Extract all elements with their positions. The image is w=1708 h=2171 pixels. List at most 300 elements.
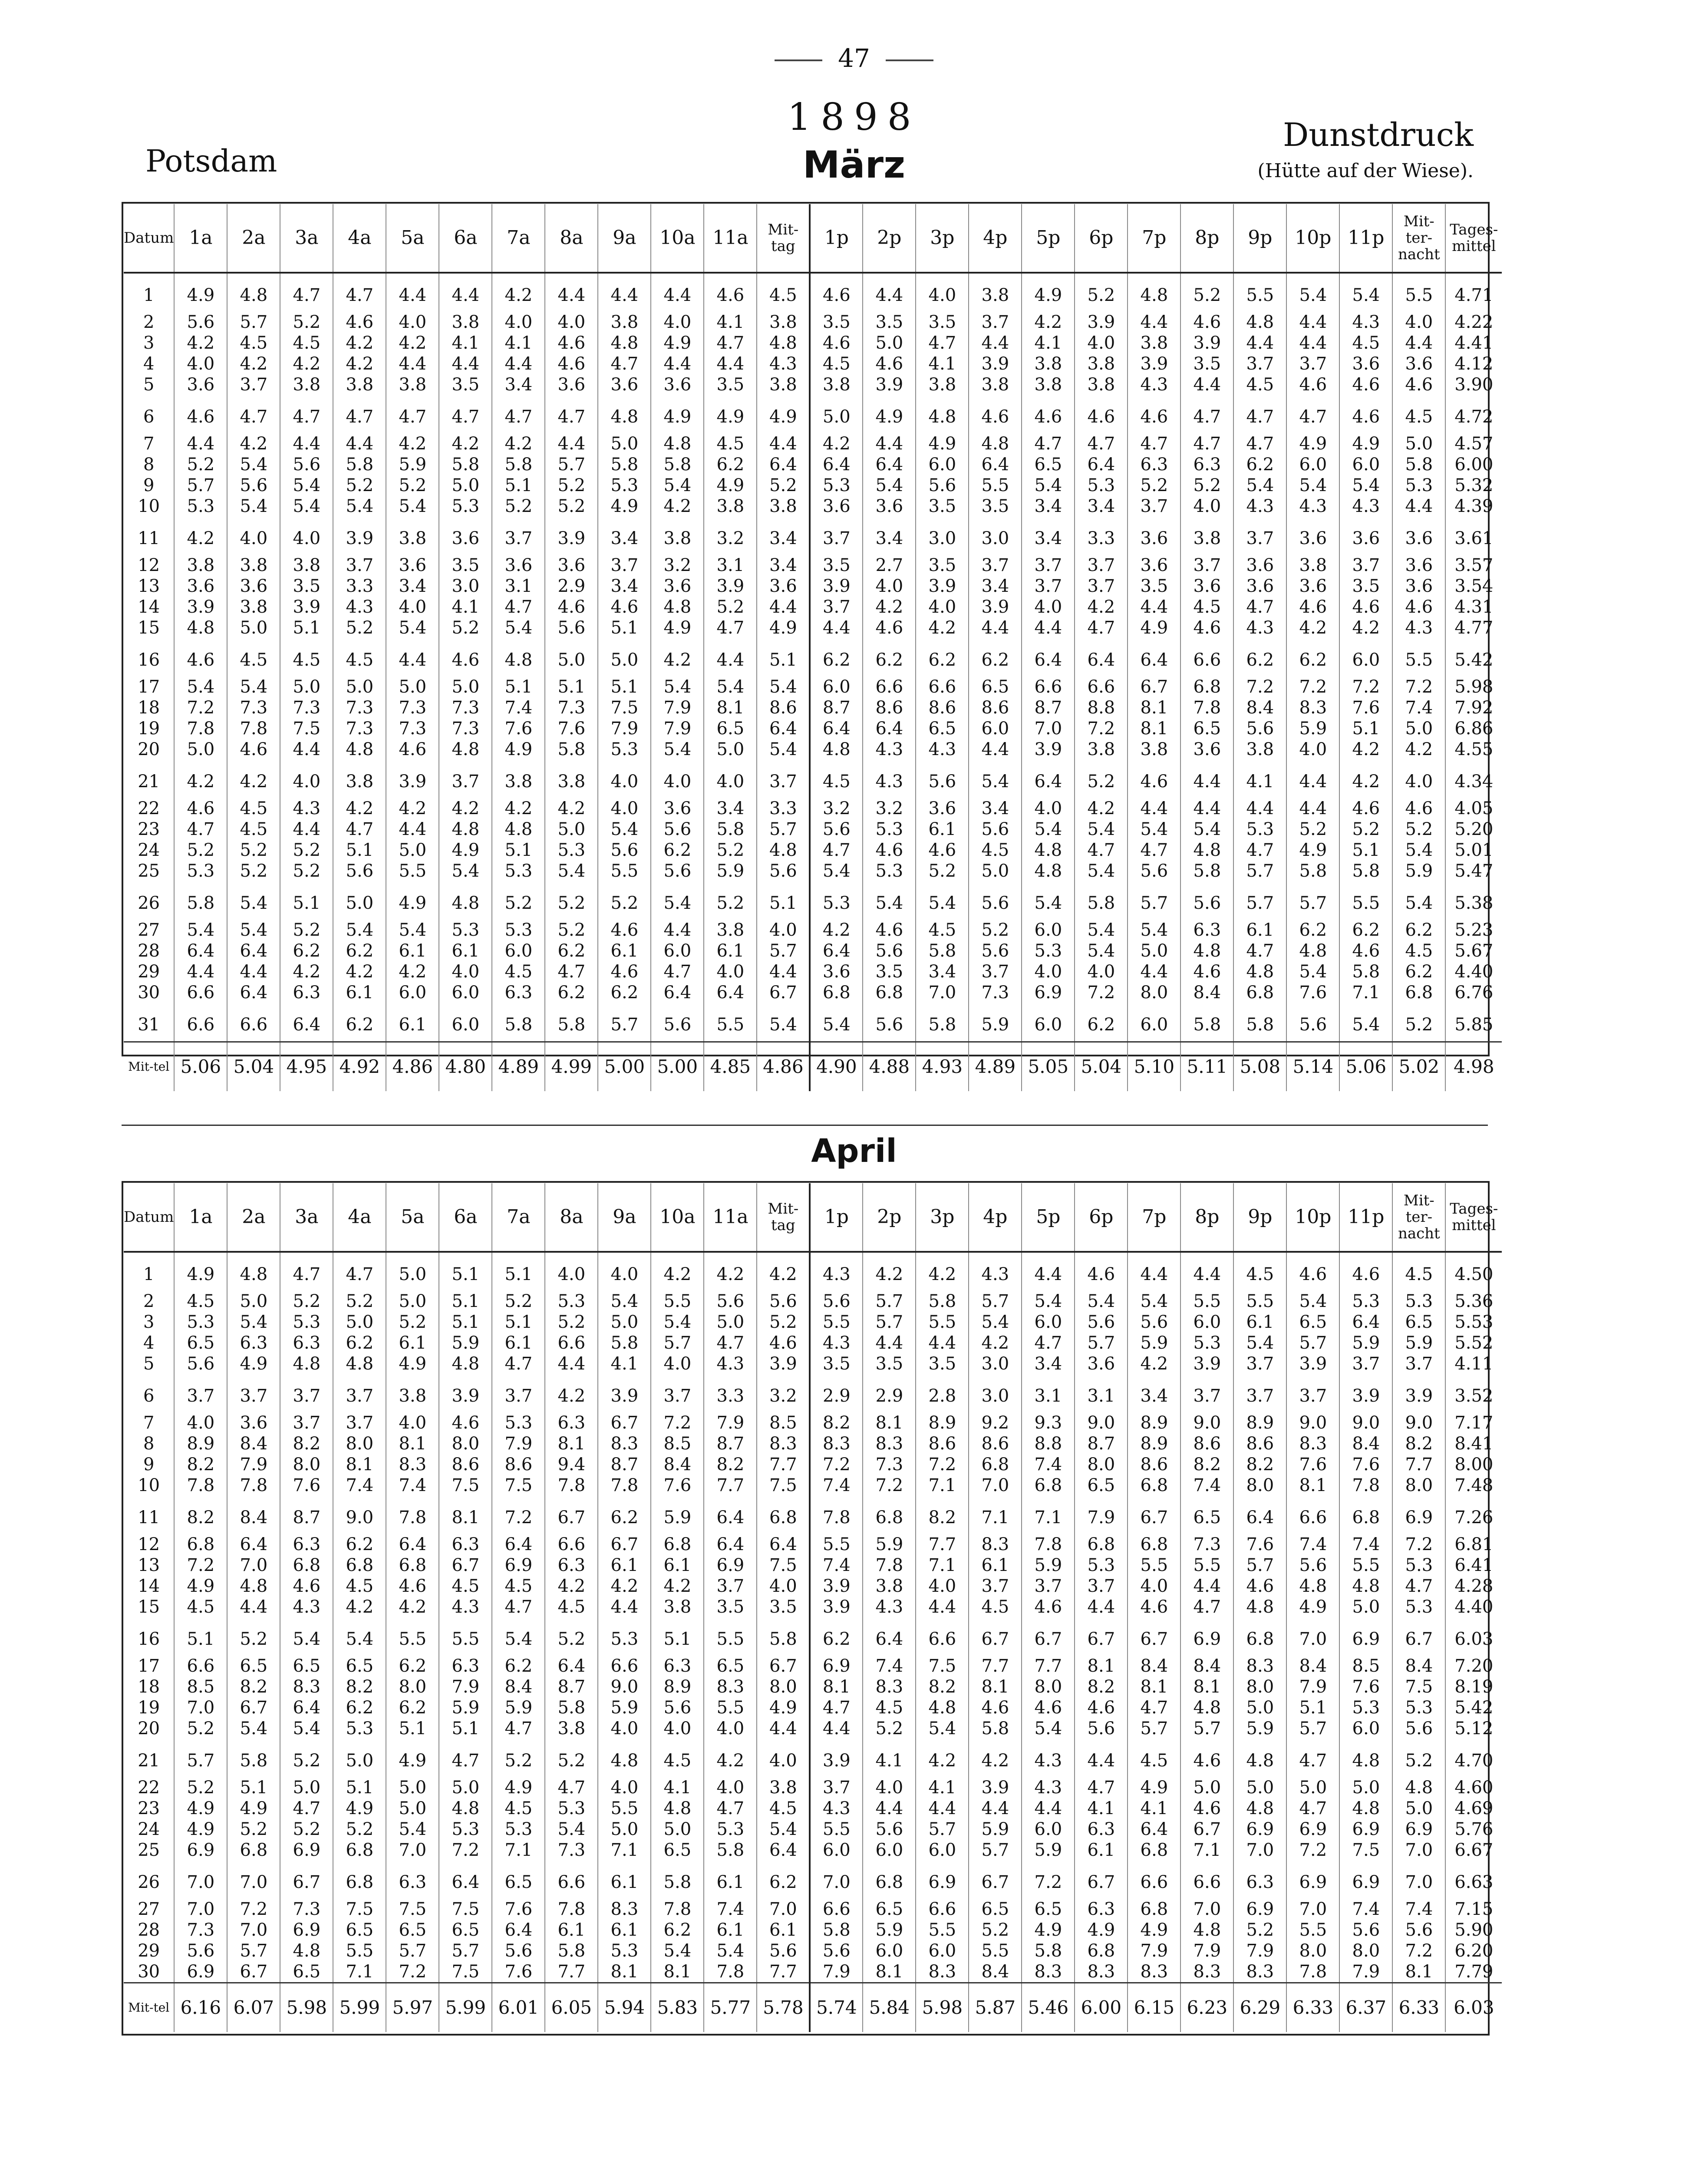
table-cell: 5.9 <box>1339 1333 1392 1353</box>
row-date: 17 <box>138 677 160 697</box>
table-cell: 5.1 <box>280 617 333 638</box>
table-cell: 7.5 <box>757 1475 810 1496</box>
header-cell: 2a <box>227 204 280 273</box>
table-cell: 7.1 <box>916 1475 969 1496</box>
table-cell: 6.1 <box>598 1920 651 1940</box>
table-cell: 3.9 <box>333 517 386 555</box>
table-cell: 4.4 <box>810 1718 863 1739</box>
table-cell: 4.1 <box>492 333 545 353</box>
table-cell: 4.2 <box>863 1252 916 1291</box>
table-cell: 7.9 <box>1339 1961 1392 1983</box>
table-cell: 5.4 <box>386 617 439 638</box>
table-cell: 8.9 <box>916 1412 969 1433</box>
table-cell: 7.7 <box>704 1475 757 1496</box>
table-cell: 4.4 <box>280 739 333 760</box>
table-cell: 5.3 <box>174 861 227 881</box>
table-cell: 3.8 <box>280 555 333 576</box>
table-cell: 5.8 <box>545 739 598 760</box>
table-cell: 5.6 <box>863 1819 916 1840</box>
table-cell: 5.2 <box>704 840 757 861</box>
table-cell: 5.8 <box>651 1861 704 1899</box>
table-cell: 3.61 <box>1445 517 1502 555</box>
table-cell: 8.2 <box>333 1676 386 1697</box>
row-date: 10 <box>138 1475 160 1495</box>
table-cell: 6.4 <box>757 718 810 739</box>
table-cell: 8.19 <box>1445 1676 1502 1697</box>
table-cell: 3.4 <box>969 798 1022 819</box>
table-cell: 4.8 <box>651 1798 704 1819</box>
table-cell: 5.4 <box>1339 475 1392 496</box>
table-cell: 6.6 <box>1180 1861 1233 1899</box>
table-cell: 4.7 <box>1233 395 1286 433</box>
row-date: 28 <box>138 941 160 961</box>
table-cell: 4.7 <box>1180 433 1233 454</box>
table-cell: 3.8 <box>1075 353 1128 374</box>
table-cell: 5.2 <box>969 1920 1022 1940</box>
table-cell: 8.4 <box>1180 982 1233 1003</box>
table-row <box>124 920 1502 940</box>
table-cell: 7.3 <box>174 1920 227 1940</box>
table-cell: 6.2 <box>704 454 757 475</box>
table-cell: 4.4 <box>704 353 757 374</box>
table-cell: 4.1 <box>704 312 757 333</box>
table-cell: 5.4 <box>810 861 863 881</box>
row-date: 22 <box>138 798 160 818</box>
table-cell: 3.7 <box>1075 555 1128 576</box>
row-date: 1 <box>143 285 155 305</box>
table-cell: 5.0 <box>386 1777 439 1798</box>
table-cell: 3.0 <box>969 1353 1022 1374</box>
table-cell: 6.4 <box>280 1697 333 1718</box>
table-cell: 4.9 <box>1286 433 1339 454</box>
table-cell: 4.2 <box>1075 597 1128 617</box>
table-cell: 5.4 <box>810 1003 863 1042</box>
table-cell: 3.8 <box>757 374 810 395</box>
table-cell: 7.4 <box>863 1656 916 1676</box>
table-cell: 4.4 <box>1022 617 1075 638</box>
table-cell: 3.9 <box>1180 1353 1233 1374</box>
mean-cell: 5.11 <box>1180 1042 1233 1092</box>
table-cell: 8.9 <box>1128 1412 1180 1433</box>
table-cell: 6.5 <box>969 1899 1022 1920</box>
table-cell: 4.3 <box>863 739 916 760</box>
table-cell: 4.2 <box>1339 739 1392 760</box>
table-cell: 4.7 <box>492 395 545 433</box>
table-cell: 3.7 <box>1286 353 1339 374</box>
table-cell: 4.4 <box>1392 333 1445 353</box>
table-cell: 5.8 <box>333 454 386 475</box>
table-cell: 4.5 <box>280 333 333 353</box>
table-cell: 8.4 <box>1128 1656 1180 1676</box>
table-cell: 4.2 <box>174 517 227 555</box>
table-cell: 3.5 <box>916 1353 969 1374</box>
table-row <box>124 1798 1502 1819</box>
table-cell: 4.4 <box>1286 760 1339 798</box>
table-cell: 8.6 <box>863 697 916 718</box>
table-cell: 5.1 <box>545 676 598 697</box>
table-cell: 8.1 <box>1392 1961 1445 1983</box>
table-cell: 4.0 <box>651 1718 704 1739</box>
row-date: 3 <box>143 1312 155 1332</box>
mean-cell: 4.98 <box>1445 1042 1502 1092</box>
row-date: 30 <box>138 983 160 1003</box>
table-cell: 5.2 <box>545 1739 598 1777</box>
header-cell: Mit-ter-nacht <box>1392 204 1445 273</box>
table-cell: 7.2 <box>1339 676 1392 697</box>
table-cell: 4.4 <box>174 433 227 454</box>
row-date: 27 <box>138 1899 160 1919</box>
table-cell: 7.5 <box>916 1656 969 1676</box>
table-cell: 6.2 <box>545 940 598 961</box>
table-cell: 8.6 <box>969 1433 1022 1454</box>
table-row <box>124 1433 1502 1454</box>
table-cell: 3.54 <box>1445 576 1502 597</box>
table-cell: 2.9 <box>863 1374 916 1412</box>
table-cell: 6.7 <box>1075 1617 1128 1656</box>
table-cell: 3.5 <box>863 312 916 333</box>
table-cell: 8.6 <box>492 1454 545 1475</box>
table-cell: 5.4 <box>651 1940 704 1961</box>
table-cell: 7.8 <box>651 1899 704 1920</box>
table-cell: 4.4 <box>651 920 704 940</box>
table-cell: 8.1 <box>969 1676 1022 1697</box>
table-cell: 5.98 <box>1445 676 1502 697</box>
table-cell: 4.4 <box>1180 1252 1233 1291</box>
table-cell: 6.1 <box>704 940 757 961</box>
table-cell: 5.6 <box>651 861 704 881</box>
table-cell: 5.0 <box>598 638 651 676</box>
table-cell: 7.5 <box>492 1475 545 1496</box>
row-date: 5 <box>143 1354 155 1374</box>
table-cell: 8.1 <box>1128 1676 1180 1697</box>
table-cell: 6.5 <box>704 1656 757 1676</box>
mean-cell: 4.86 <box>386 1042 439 1092</box>
table-cell: 5.5 <box>1392 638 1445 676</box>
table-cell: 5.6 <box>1286 1003 1339 1042</box>
table-cell: 3.4 <box>492 374 545 395</box>
table-cell: 3.6 <box>174 374 227 395</box>
table-cell: 5.3 <box>1233 819 1286 840</box>
table-cell: 6.4 <box>1128 1819 1180 1840</box>
header-cell: Tages-mittel <box>1445 1183 1502 1252</box>
table-cell: 6.2 <box>1392 920 1445 940</box>
table-cell: 6.5 <box>280 1656 333 1676</box>
table-cell: 4.6 <box>1286 597 1339 617</box>
table-cell: 3.8 <box>704 920 757 940</box>
table-cell: 3.4 <box>757 555 810 576</box>
table-cell: 6.4 <box>1339 1312 1392 1333</box>
table-row <box>124 1496 1502 1534</box>
table-cell: 5.5 <box>1392 273 1445 312</box>
mean-label: Mit-tel <box>124 1983 174 2032</box>
table-cell: 5.0 <box>1233 1777 1286 1798</box>
table-cell: 5.4 <box>386 1819 439 1840</box>
table-cell: 8.1 <box>1180 1676 1233 1697</box>
table-cell: 8.00 <box>1445 1454 1502 1475</box>
table-cell: 4.6 <box>1339 940 1392 961</box>
table-cell: 4.4 <box>757 597 810 617</box>
table-cell: 7.6 <box>1233 1534 1286 1555</box>
table-cell: 5.2 <box>1339 819 1392 840</box>
table-cell: 5.4 <box>1022 881 1075 920</box>
table-cell: 6.2 <box>1286 638 1339 676</box>
table-cell: 3.1 <box>492 576 545 597</box>
table-cell: 5.4 <box>386 920 439 940</box>
row-date: 20 <box>138 1719 160 1739</box>
table-cell: 2.9 <box>810 1374 863 1412</box>
table-cell: 5.4 <box>1022 1291 1075 1312</box>
table-cell: 7.3 <box>545 697 598 718</box>
table-cell: 5.1 <box>439 1291 492 1312</box>
table-cell: 8.5 <box>757 1412 810 1433</box>
table-cell: 4.4 <box>757 961 810 982</box>
table-cell: 7.1 <box>492 1840 545 1861</box>
table-cell: 5.5 <box>1339 881 1392 920</box>
table-cell: 4.8 <box>810 739 863 760</box>
row-date: 11 <box>138 1508 160 1528</box>
table-cell: 5.5 <box>810 1534 863 1555</box>
header-cell: 4p <box>969 204 1022 273</box>
table-cell: 6.9 <box>280 1920 333 1940</box>
table-cell: 4.7 <box>492 1718 545 1739</box>
table-cell: 6.1 <box>704 1861 757 1899</box>
table-row <box>124 697 1502 718</box>
mean-cell: 4.89 <box>492 1042 545 1092</box>
table-cell: 5.6 <box>757 861 810 881</box>
table-cell: 4.4 <box>439 353 492 374</box>
table-cell: 4.8 <box>227 1252 280 1291</box>
table-cell: 6.7 <box>1392 1617 1445 1656</box>
table-row <box>124 333 1502 353</box>
table-cell: 4.7 <box>280 1798 333 1819</box>
table-cell: 3.3 <box>333 576 386 597</box>
table-cell: 7.6 <box>280 1475 333 1496</box>
table-cell: 6.20 <box>1445 1940 1502 1961</box>
table-cell: 5.4 <box>227 881 280 920</box>
table-cell: 6.0 <box>916 454 969 475</box>
table-cell: 5.4 <box>1339 273 1392 312</box>
row-date: 26 <box>138 1872 160 1892</box>
table-cell: 7.4 <box>1180 1475 1233 1496</box>
table-cell: 4.60 <box>1445 1777 1502 1798</box>
table-cell: 4.3 <box>810 1333 863 1353</box>
table-cell: 4.2 <box>863 597 916 617</box>
table-cell: 4.4 <box>386 273 439 312</box>
table-cell: 4.2 <box>174 760 227 798</box>
table-cell: 4.7 <box>810 1697 863 1718</box>
table-cell: 4.3 <box>439 1597 492 1617</box>
table-cell: 7.2 <box>1075 982 1128 1003</box>
table-cell: 6.8 <box>1233 982 1286 1003</box>
table-row <box>124 576 1502 597</box>
table-cell: 5.3 <box>174 496 227 517</box>
table-cell: 3.7 <box>969 555 1022 576</box>
table-cell: 5.0 <box>1392 718 1445 739</box>
table-cell: 3.4 <box>1022 517 1075 555</box>
mean-cell: 6.16 <box>174 1983 227 2032</box>
table-cell: 5.4 <box>280 1617 333 1656</box>
table-cell: 5.6 <box>1180 881 1233 920</box>
table-cell: 6.5 <box>1286 1312 1339 1333</box>
table-cell: 6.6 <box>174 982 227 1003</box>
table-cell: 6.6 <box>174 1003 227 1042</box>
table-cell: 5.20 <box>1445 819 1502 840</box>
table-cell: 3.7 <box>598 555 651 576</box>
table-cell: 3.9 <box>969 1777 1022 1798</box>
table-cell: 6.2 <box>333 1333 386 1353</box>
table-cell: 5.6 <box>810 1940 863 1961</box>
table-cell: 4.7 <box>704 333 757 353</box>
table-cell: 4.7 <box>333 395 386 433</box>
table-row <box>124 718 1502 739</box>
table-cell: 3.8 <box>333 374 386 395</box>
table-cell: 4.41 <box>1445 333 1502 353</box>
table-cell: 4.6 <box>1339 1252 1392 1291</box>
mean-cell: 4.88 <box>863 1042 916 1092</box>
table-cell: 4.0 <box>863 576 916 597</box>
table-cell: 4.4 <box>757 1718 810 1739</box>
table-cell: 4.7 <box>492 1597 545 1617</box>
row-date: 19 <box>138 719 160 739</box>
row-date: 12 <box>138 555 160 575</box>
table-cell: 5.3 <box>598 739 651 760</box>
table-cell: 7.8 <box>1286 1961 1339 1983</box>
table-row <box>124 1656 1502 1676</box>
table-cell: 4.7 <box>598 353 651 374</box>
header-cell: 7a <box>492 204 545 273</box>
table-cell: 6.5 <box>492 1861 545 1899</box>
table-cell: 8.2 <box>1180 1454 1233 1475</box>
table-cell: 4.8 <box>1233 312 1286 333</box>
table-cell: 5.4 <box>757 1819 810 1840</box>
table-row <box>124 1819 1502 1840</box>
table-cell: 5.7 <box>916 1819 969 1840</box>
table-cell: 6.9 <box>1286 1819 1339 1840</box>
table-cell: 5.4 <box>598 819 651 840</box>
mean-cell: 4.90 <box>810 1042 863 1092</box>
table-cell: 8.1 <box>598 1961 651 1983</box>
table-cell: 5.3 <box>545 1291 598 1312</box>
table-cell: 3.8 <box>1022 374 1075 395</box>
table-cell: 4.9 <box>386 1353 439 1374</box>
month-title-april: April <box>811 1132 897 1170</box>
table-cell: 9.0 <box>1075 1412 1128 1433</box>
table-cell: 5.3 <box>1392 1291 1445 1312</box>
table-cell: 4.2 <box>439 798 492 819</box>
table-cell: 4.7 <box>1233 940 1286 961</box>
table-cell: 5.6 <box>598 840 651 861</box>
table-cell: 6.6 <box>545 1534 598 1555</box>
table-cell: 5.7 <box>227 312 280 333</box>
table-cell: 3.8 <box>439 312 492 333</box>
table-cell: 7.79 <box>1445 1961 1502 1983</box>
table-cell: 3.5 <box>810 312 863 333</box>
table-cell: 5.8 <box>1075 881 1128 920</box>
table-cell: 6.3 <box>1180 920 1233 940</box>
table-cell: 3.9 <box>545 517 598 555</box>
table-cell: 3.6 <box>1233 576 1286 597</box>
header-cell: Tages-mittel <box>1445 204 1502 273</box>
table-cell: 4.3 <box>1339 312 1392 333</box>
table-cell: 4.8 <box>333 1353 386 1374</box>
table-row <box>124 961 1502 982</box>
table-cell: 5.5 <box>1233 1291 1286 1312</box>
table-cell: 2.8 <box>916 1374 969 1412</box>
table-cell: 5.6 <box>863 1003 916 1042</box>
table-cell: 4.2 <box>545 798 598 819</box>
table-cell: 4.7 <box>1075 840 1128 861</box>
table-cell: 3.7 <box>969 312 1022 333</box>
table-cell: 5.9 <box>492 1697 545 1718</box>
table-cell: 6.8 <box>174 1534 227 1555</box>
table-cell: 3.5 <box>863 1353 916 1374</box>
table-cell: 7.4 <box>1339 1899 1392 1920</box>
row-date: 14 <box>138 597 160 617</box>
row-date: 13 <box>138 1555 160 1575</box>
table-cell: 4.2 <box>333 961 386 982</box>
table-cell: 5.2 <box>704 597 757 617</box>
table-cell: 4.2 <box>1339 760 1392 798</box>
table-cell: 6.7 <box>227 1697 280 1718</box>
table-cell: 7.0 <box>174 1861 227 1899</box>
table-cell: 7.4 <box>810 1475 863 1496</box>
table-cell: 4.6 <box>227 739 280 760</box>
table-cell: 4.7 <box>545 1777 598 1798</box>
table-cell: 3.7 <box>1022 1576 1075 1597</box>
table-cell: 5.6 <box>174 1353 227 1374</box>
table-cell: 5.4 <box>227 496 280 517</box>
table-cell: 6.5 <box>280 1961 333 1983</box>
table-cell: 8.3 <box>598 1899 651 1920</box>
table-cell: 4.5 <box>227 333 280 353</box>
table-cell: 3.8 <box>545 760 598 798</box>
table-cell: 5.4 <box>1128 1291 1180 1312</box>
table-cell: 5.7 <box>439 1940 492 1961</box>
table-cell: 4.2 <box>969 1739 1022 1777</box>
row-date: 21 <box>138 772 160 792</box>
header-cell: 8a <box>545 204 598 273</box>
table-cell: 4.5 <box>1128 1739 1180 1777</box>
table-cell: 5.0 <box>1128 940 1180 961</box>
table-cell: 5.6 <box>1286 1555 1339 1576</box>
table-cell: 4.6 <box>1286 1252 1339 1291</box>
divider <box>886 59 933 61</box>
table-cell: 5.5 <box>1233 273 1286 312</box>
table-cell: 3.9 <box>280 597 333 617</box>
table-cell: 7.3 <box>227 697 280 718</box>
table-cell: 6.2 <box>810 638 863 676</box>
table-cell: 4.3 <box>916 739 969 760</box>
table-cell: 4.6 <box>386 739 439 760</box>
table-cell: 6.0 <box>863 1840 916 1861</box>
table-cell: 5.4 <box>280 475 333 496</box>
table-cell: 4.7 <box>545 961 598 982</box>
table-cell: 4.9 <box>492 1777 545 1798</box>
table-cell: 6.0 <box>1339 638 1392 676</box>
table-cell: 8.7 <box>1022 697 1075 718</box>
table-cell: 3.6 <box>1392 353 1445 374</box>
table-cell: 3.7 <box>227 374 280 395</box>
table-cell: 6.2 <box>651 840 704 861</box>
table-cell: 3.8 <box>969 374 1022 395</box>
table-cell: 8.1 <box>1075 1656 1128 1676</box>
header-cell: 8p <box>1180 204 1233 273</box>
mean-cell: 5.00 <box>598 1042 651 1092</box>
table-cell: 6.4 <box>651 982 704 1003</box>
mean-cell: 6.23 <box>1180 1983 1233 2032</box>
element-note: (Hütte auf der Wiese). <box>1257 160 1474 182</box>
table-cell: 6.7 <box>1022 1617 1075 1656</box>
